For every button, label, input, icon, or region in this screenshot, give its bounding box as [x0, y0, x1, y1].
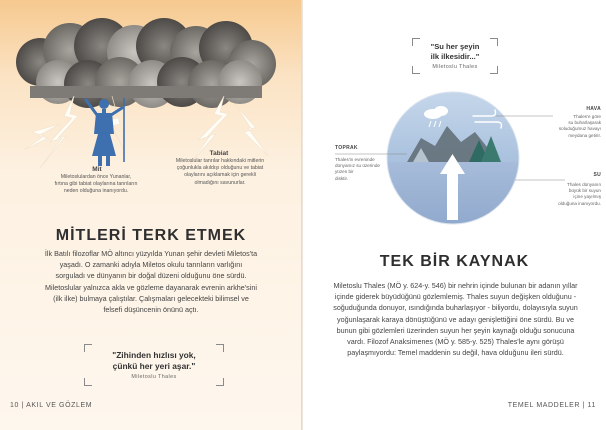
water-label-title: SU — [593, 172, 601, 178]
earth-label-line: Thales'in evreninde — [335, 157, 375, 162]
air-label-line: Thales'e göre — [573, 114, 601, 119]
right-quote-attribution: Miletoslu Thales — [432, 64, 478, 70]
earth-label-title: TOPRAK — [335, 145, 358, 151]
air-label-line: meydana getirir. — [568, 132, 601, 138]
quote-corner — [84, 344, 92, 352]
storm-illustration — [0, 0, 302, 240]
right-quote-line-2: ilk ilkesidir..." — [430, 51, 480, 61]
myth-label-title: Mit — [92, 166, 102, 173]
left-quote-line-1: "Zihinden hızlısı yok, — [112, 350, 196, 360]
air-label-line: soluduğumuz havayı — [558, 126, 601, 132]
left-paragraph: İlk Batılı filozoflar MÖ altıncı yüzyılda Yunan şehir devleti Miletos'ta yaşadı. O zamanki adıyla Miletos okulu tanrıların varlığını sorguladı ve dünyanın bir doğal düzeni olduğunu öne sürdü. Miletoslular yalnızca akla ve gözleme dayanarak evrenin arkhe'sini (ilk ilke) bulmaya çalıştılar. Çalışmaları gelecekteki bilimsel ve felsefi düşüncenin önünü açtı. — [44, 249, 258, 315]
earth-label-line: yüzen bir — [335, 169, 354, 175]
left-page — [0, 0, 302, 430]
air-label-title: HAVA — [586, 106, 601, 112]
storm-cloud — [16, 18, 276, 108]
quote-corner — [216, 344, 224, 352]
air-label-line: su buharlaşarak — [568, 120, 601, 126]
air-label-body — [539, 114, 601, 139]
right-folio: TEMEL MADDELER | 11 — [507, 402, 596, 409]
water-label-line: olduğuna inanıyordu. — [558, 200, 601, 206]
right-heading: TEK BİR KAYNAK — [379, 253, 530, 270]
left-quote — [84, 344, 224, 386]
quote-corner — [216, 378, 224, 386]
water-label-line: içine yayılmış — [573, 194, 601, 200]
earth-label-line: disktir. — [335, 175, 349, 181]
nature-label-body: Miletoslular tanrılar hakkındaki mitlerin çoğunlukla akıldışı olduğunu ve tabiat olaylarını açıklamak için gerekli olmadığını savunurlar. — [175, 158, 265, 186]
water-label-body — [529, 182, 601, 207]
earth-label-line: dünyamız su üzerinde — [335, 163, 380, 169]
right-page — [303, 0, 606, 430]
water-label-line: büyük bir suyun — [568, 188, 601, 194]
nature-label-title: Tabiat — [209, 150, 229, 157]
right-quote-line-1: "Su her şeyin — [430, 42, 480, 51]
left-folio: 10 | AKIL VE GÖZLEM — [10, 402, 93, 409]
quote-corner — [84, 378, 92, 386]
earth-label-body — [335, 157, 405, 182]
left-heading: MİTLERİ TERK ETMEK — [55, 227, 247, 244]
left-quote-line-2: çünkü her yeri aşar." — [112, 360, 196, 371]
left-quote-attribution: Miletoslu Thales — [131, 374, 177, 380]
myth-label-body: Miletoslulardan önce Yunanlar, fırtına gibi tabiat olaylarına tanrıların neden olduğuna inanıyordu. — [54, 174, 138, 195]
greek-figure — [86, 98, 124, 166]
right-paragraph: Miletoslu Thales (MÖ y. 624-y. 546) bir nehrin içinde bulunan bir adanın yıllar içinde giderek büyüdüğünü gözlemlemiş. Thales suyun değişken olduğunu - soğuduğunda donuyor, ısındığında buharlaşıyor - biliyordu, dolayısıyla suyun yoğunlaşarak karaya dönüştüğünü ve adayı genişlettiğini öne sürdü. Bu ve bunun gibi gözlemleri üzerinden suyun her şeyin kaynağı olduğu sonucuna vardı. Filozof Anaksimenes (MÖ y. 585-y. 525) Thales'le aynı görüşü paylaşmıyordu: Temel maddenin su değil, hava olduğunu ileri sürdü. — [333, 281, 578, 358]
water-label-line: Thales dünyanın — [567, 182, 601, 187]
